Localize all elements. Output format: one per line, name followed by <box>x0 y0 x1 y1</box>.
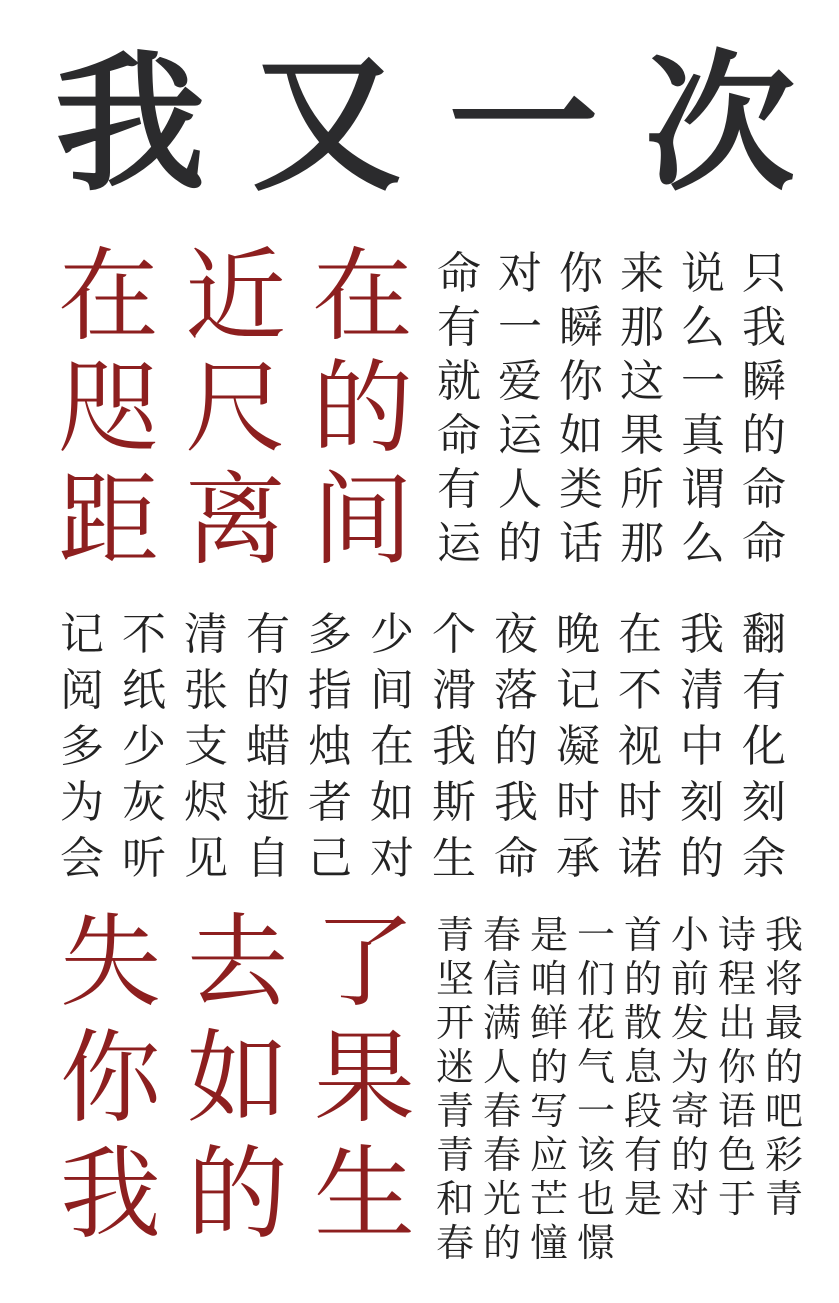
glyph-cell: 有 <box>437 464 481 515</box>
glyph-cell: 程 <box>718 957 757 1001</box>
glyph-cell: 那 <box>620 302 664 353</box>
glyph-cell: 于 <box>718 1177 757 1221</box>
glyph-cell: 果 <box>620 410 664 461</box>
glyph-cell: 青 <box>765 1177 804 1221</box>
glyph-cell: 命 <box>437 248 481 299</box>
glyph-cell: 春 <box>483 1133 522 1177</box>
glyph-cell: 青 <box>436 1133 475 1177</box>
glyph-cell: 只 <box>742 248 786 299</box>
glyph-cell: 指 <box>308 665 352 716</box>
glyph-cell: 咱 <box>530 957 569 1001</box>
glyph-cell: 我 <box>432 721 476 772</box>
glyph-cell: 青 <box>436 913 475 957</box>
glyph-cell: 命 <box>742 464 786 515</box>
glyph-cell: 在 <box>312 237 414 355</box>
glyph-cell: 春 <box>483 913 522 957</box>
glyph-cell: 应 <box>530 1133 569 1177</box>
glyph-cell: 的 <box>494 721 538 772</box>
glyph-cell: 爱 <box>498 356 542 407</box>
glyph-cell: 失 <box>60 903 162 1021</box>
glyph-cell: 者 <box>308 777 352 828</box>
glyph-cell: 我 <box>55 38 206 212</box>
glyph-cell: 我 <box>742 302 786 353</box>
glyph-cell: 翻 <box>742 609 786 660</box>
glyph-cell: 将 <box>765 957 804 1001</box>
glyph-cell: 你 <box>559 248 603 299</box>
glyph-cell: 真 <box>681 410 725 461</box>
glyph-cell: 开 <box>436 1001 475 1045</box>
glyph-cell: 是 <box>624 1177 663 1221</box>
glyph-cell: 视 <box>618 721 662 772</box>
verse-red-top <box>58 237 439 582</box>
glyph-cell: 去 <box>187 903 289 1021</box>
glyph-cell: 吧 <box>765 1089 804 1133</box>
glyph-cell: 见 <box>184 833 228 884</box>
glyph-cell: 生 <box>314 1135 416 1253</box>
glyph-cell: 一 <box>577 913 616 957</box>
glyph-cell: 满 <box>483 1001 522 1045</box>
glyph-cell: 间 <box>312 461 414 579</box>
glyph-cell: 么 <box>681 518 725 569</box>
glyph-cell: 晚 <box>556 609 600 660</box>
glyph-cell: 离 <box>185 461 287 579</box>
glyph-cell: 又 <box>251 38 402 212</box>
glyph-cell: 运 <box>498 410 542 461</box>
glyph-cell: 的 <box>530 1045 569 1089</box>
glyph-cell: 如 <box>370 777 414 828</box>
glyph-cell: 彩 <box>765 1133 804 1177</box>
glyph-cell: 支 <box>184 721 228 772</box>
glyph-cell: 有 <box>742 665 786 716</box>
glyph-cell: 也 <box>577 1177 616 1221</box>
glyph-cell: 凝 <box>556 721 600 772</box>
glyph-cell: 对 <box>671 1177 710 1221</box>
glyph-cell: 么 <box>681 302 725 353</box>
glyph-cell: 的 <box>680 833 724 884</box>
glyph-cell: 记 <box>60 609 104 660</box>
glyph-cell: 春 <box>483 1089 522 1133</box>
glyph-cell: 刻 <box>742 777 786 828</box>
verse-red-bottom <box>60 903 441 1260</box>
glyph-cell: 色 <box>718 1133 757 1177</box>
glyph-cell: 了 <box>314 903 416 1021</box>
glyph-cell: 信 <box>483 957 522 1001</box>
glyph-cell: 的 <box>483 1221 522 1265</box>
glyph-cell: 记 <box>556 665 600 716</box>
glyph-cell: 多 <box>60 721 104 772</box>
glyph-cell: 中 <box>680 721 724 772</box>
glyph-cell: 次 <box>644 38 795 212</box>
glyph-cell: 个 <box>432 609 476 660</box>
glyph-cell: 灰 <box>122 777 166 828</box>
glyph-cell: 的 <box>312 349 414 467</box>
glyph-cell: 命 <box>742 518 786 569</box>
glyph-cell: 命 <box>437 410 481 461</box>
glyph-cell: 诺 <box>618 833 662 884</box>
glyph-cell: 类 <box>559 464 603 515</box>
glyph-cell: 己 <box>308 833 352 884</box>
glyph-cell: 会 <box>60 833 104 884</box>
glyph-cell: 的 <box>671 1133 710 1177</box>
glyph-cell: 清 <box>184 609 228 660</box>
glyph-cell: 最 <box>765 1001 804 1045</box>
glyph-cell: 你 <box>718 1045 757 1089</box>
glyph-cell: 逝 <box>246 777 290 828</box>
glyph-cell: 我 <box>680 609 724 660</box>
glyph-cell: 清 <box>680 665 724 716</box>
glyph-cell: 芒 <box>530 1177 569 1221</box>
glyph-cell: 烛 <box>308 721 352 772</box>
glyph-cell: 为 <box>60 777 104 828</box>
glyph-cell: 果 <box>314 1019 416 1137</box>
glyph-cell: 人 <box>498 464 542 515</box>
glyph-cell: 有 <box>624 1133 663 1177</box>
verse-small-top <box>437 248 803 576</box>
glyph-cell: 你 <box>559 356 603 407</box>
glyph-cell: 们 <box>577 957 616 1001</box>
glyph-cell: 时 <box>556 777 600 828</box>
glyph-cell: 落 <box>494 665 538 716</box>
glyph-cell: 一 <box>498 302 542 353</box>
glyph-cell: 的 <box>742 410 786 461</box>
glyph-cell: 纸 <box>122 665 166 716</box>
glyph-cell: 人 <box>483 1045 522 1089</box>
glyph-cell: 小 <box>671 913 710 957</box>
glyph-cell: 就 <box>437 356 481 407</box>
glyph-cell: 不 <box>122 609 166 660</box>
glyph-cell: 憧 <box>530 1221 569 1265</box>
glyph-cell: 一 <box>577 1089 616 1133</box>
glyph-cell: 我 <box>60 1135 162 1253</box>
glyph-cell: 承 <box>556 833 600 884</box>
glyph-cell: 的 <box>624 957 663 1001</box>
glyph-cell: 和 <box>436 1177 475 1221</box>
glyph-cell: 烬 <box>184 777 228 828</box>
glyph-cell: 谓 <box>681 464 725 515</box>
glyph-cell: 是 <box>530 913 569 957</box>
glyph-cell: 瞬 <box>742 356 786 407</box>
glyph-cell: 你 <box>60 1019 162 1137</box>
glyph-cell: 所 <box>620 464 664 515</box>
glyph-cell: 蜡 <box>246 721 290 772</box>
glyph-cell: 气 <box>577 1045 616 1089</box>
glyph-cell: 听 <box>122 833 166 884</box>
glyph-cell: 写 <box>530 1089 569 1133</box>
glyph-cell: 的 <box>246 665 290 716</box>
glyph-cell: 在 <box>618 609 662 660</box>
glyph-cell: 斯 <box>432 777 476 828</box>
glyph-cell: 阅 <box>60 665 104 716</box>
glyph-cell: 少 <box>370 609 414 660</box>
glyph-cell: 出 <box>718 1001 757 1045</box>
glyph-cell: 在 <box>370 721 414 772</box>
glyph-cell: 一 <box>448 38 599 212</box>
glyph-cell: 的 <box>187 1135 289 1253</box>
glyph-cell: 话 <box>559 518 603 569</box>
glyph-cell: 鲜 <box>530 1001 569 1045</box>
glyph-cell: 那 <box>620 518 664 569</box>
glyph-cell: 发 <box>671 1001 710 1045</box>
glyph-cell: 生 <box>432 833 476 884</box>
glyph-cell: 距 <box>58 461 160 579</box>
glyph-cell: 滑 <box>432 665 476 716</box>
glyph-cell: 寄 <box>671 1089 710 1133</box>
glyph-cell: 在 <box>58 237 160 355</box>
glyph-cell: 息 <box>624 1045 663 1089</box>
glyph-cell: 说 <box>681 248 725 299</box>
glyph-cell: 迷 <box>436 1045 475 1089</box>
glyph-cell: 张 <box>184 665 228 716</box>
glyph-cell: 间 <box>370 665 414 716</box>
glyph-cell: 首 <box>624 913 663 957</box>
glyph-cell: 春 <box>436 1221 475 1265</box>
glyph-cell: 为 <box>671 1045 710 1089</box>
glyph-cell: 不 <box>618 665 662 716</box>
glyph-cell: 光 <box>483 1177 522 1221</box>
glyph-cell: 的 <box>498 518 542 569</box>
glyph-cell: 对 <box>498 248 542 299</box>
glyph-cell: 语 <box>718 1089 757 1133</box>
glyph-cell: 如 <box>187 1019 289 1137</box>
glyph-cell: 青 <box>436 1089 475 1133</box>
glyph-cell: 化 <box>742 721 786 772</box>
glyph-cell: 我 <box>494 777 538 828</box>
glyph-cell: 坚 <box>436 957 475 1001</box>
glyph-cell: 散 <box>624 1001 663 1045</box>
glyph-cell: 多 <box>308 609 352 660</box>
glyph-cell: 尺 <box>185 349 287 467</box>
glyph-cell: 对 <box>370 833 414 884</box>
glyph-cell: 瞬 <box>559 302 603 353</box>
glyph-cell: 少 <box>122 721 166 772</box>
glyph-cell: 的 <box>765 1045 804 1089</box>
glyph-cell: 诗 <box>718 913 757 957</box>
glyph-cell: 该 <box>577 1133 616 1177</box>
glyph-cell: 夜 <box>494 609 538 660</box>
glyph-cell: 时 <box>618 777 662 828</box>
glyph-cell: 花 <box>577 1001 616 1045</box>
glyph-cell: 段 <box>624 1089 663 1133</box>
glyph-cell: 我 <box>765 913 804 957</box>
verse-small-bottom <box>436 913 812 1268</box>
glyph-cell: 咫 <box>58 349 160 467</box>
glyph-cell: 如 <box>559 410 603 461</box>
poster-title <box>55 30 795 220</box>
glyph-cell: 运 <box>437 518 481 569</box>
glyph-cell: 前 <box>671 957 710 1001</box>
verse-middle <box>60 609 804 893</box>
glyph-cell: 余 <box>742 833 786 884</box>
glyph-cell: 有 <box>246 609 290 660</box>
glyph-cell: 有 <box>437 302 481 353</box>
glyph-cell: 来 <box>620 248 664 299</box>
glyph-cell: 刻 <box>680 777 724 828</box>
glyph-cell: 这 <box>620 356 664 407</box>
glyph-cell: 憬 <box>577 1221 616 1265</box>
glyph-cell: 命 <box>494 833 538 884</box>
glyph-cell: 近 <box>185 237 287 355</box>
glyph-cell: 一 <box>681 356 725 407</box>
glyph-cell: 自 <box>246 833 290 884</box>
